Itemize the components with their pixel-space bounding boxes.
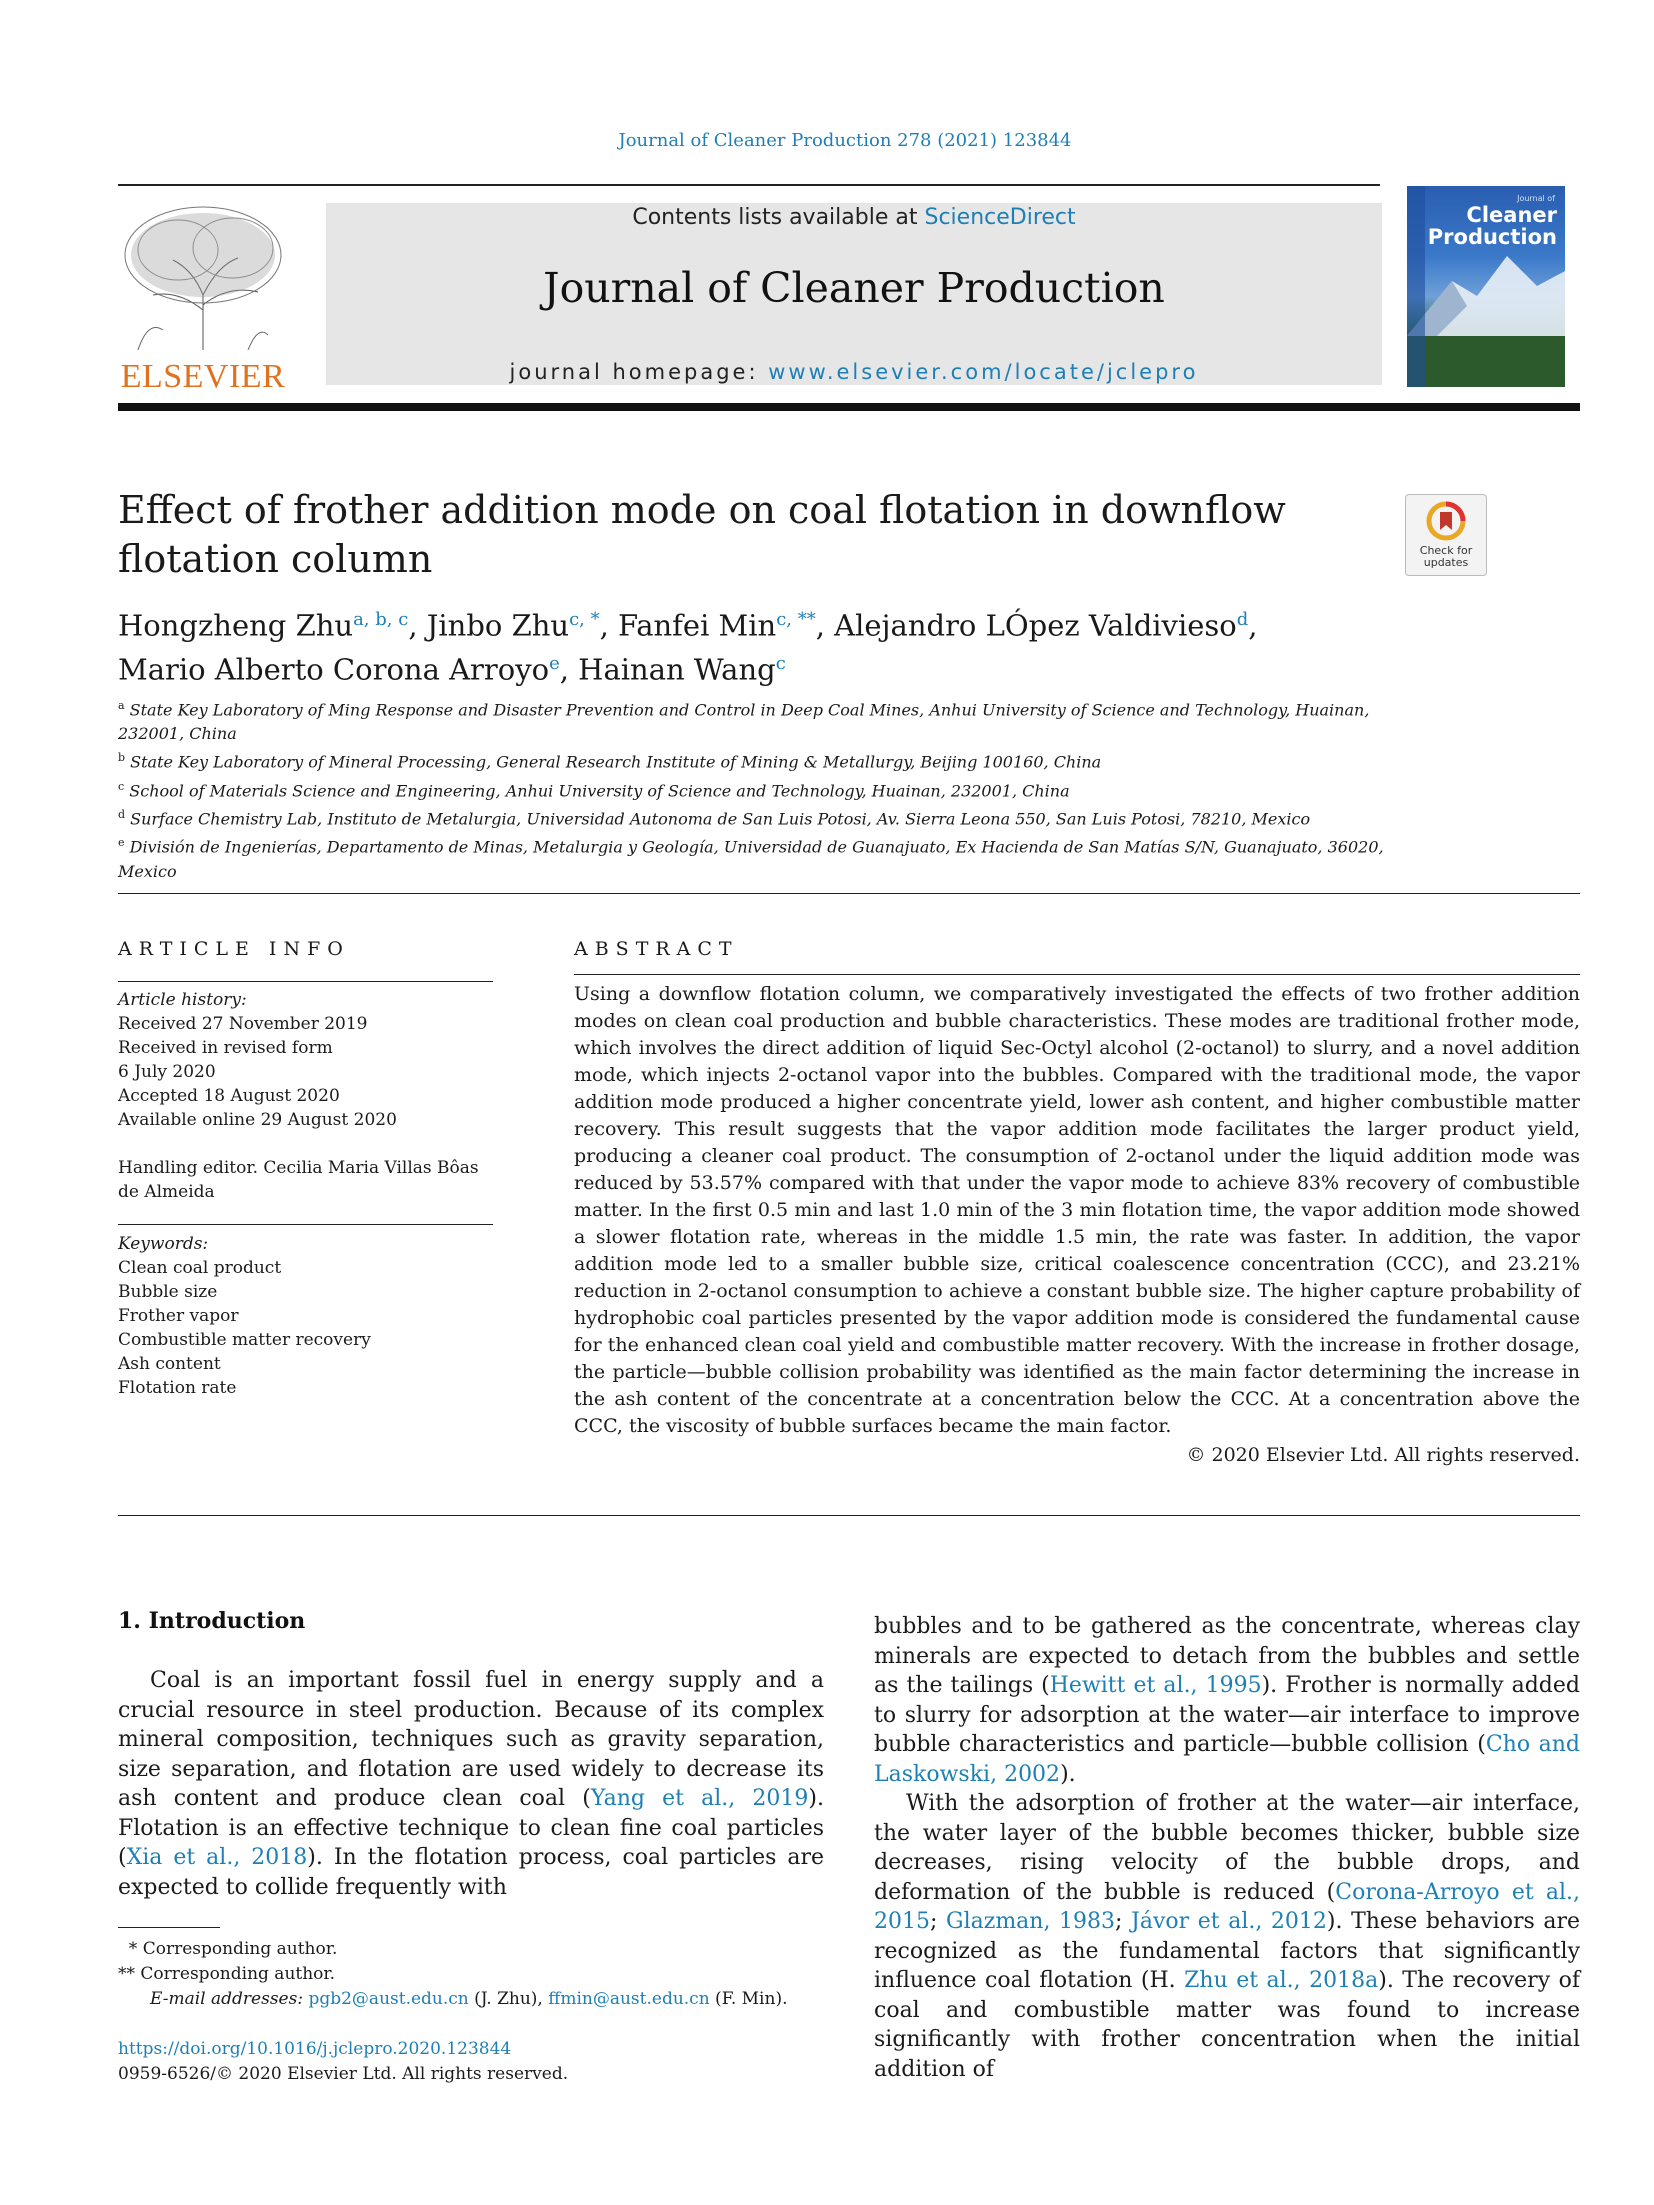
article-history	[118, 988, 490, 1204]
affiliation-item	[118, 831, 1418, 883]
reference-link[interactable]: Xia et al., 2018	[126, 1845, 308, 1870]
contents-prefix: Contents lists available at	[632, 205, 925, 230]
publisher-wordmark: ELSEVIER	[120, 358, 286, 395]
cover-kicker: Journal of	[1517, 194, 1555, 203]
received-date: Received 27 November 2019	[118, 1014, 368, 1034]
reference-link[interactable]: Jávor et al., 2012	[1131, 1909, 1327, 1934]
email-owner: (J. Zhu),	[468, 1989, 549, 2009]
check-updates-line1: Check for	[1419, 544, 1473, 557]
contents-available-line	[326, 205, 1382, 230]
text-run: bubbles and to be gathered as the concentrate, whereas clay minerals are expected to detach from the bubbles and settle as the tailings (	[874, 1614, 1580, 1698]
affiliation-key: c	[118, 779, 125, 793]
issn-copyright: 0959-6526/© 2020 Elsevier Ltd. All rights reserved.	[118, 2064, 569, 2084]
email-link[interactable]: ffmin@aust.edu.cn	[548, 1989, 710, 2009]
footnotes	[118, 1937, 787, 2012]
abstract-rule	[574, 974, 1580, 975]
affiliations	[118, 694, 1418, 884]
abstract-copyright: © 2020 Elsevier Ltd. All rights reserved.	[1186, 1444, 1580, 1466]
affiliation-text: State Key Laboratory of Ming Response and Disaster Prevention and Control in Deep Coal Mines, Anhui University of Science and Technology, Huainan, 232001, China	[118, 700, 1370, 744]
affiliation-text: Surface Chemistry Lab, Instituto de Metalurgia, Universidad Autonoma de San Luis Potosi, Av. Sierra Leona 550, San Luis Potosi, 78210, Mexico	[130, 809, 1311, 829]
reference-link[interactable]: Hewitt et al., 1995	[1049, 1673, 1262, 1698]
cover-title	[1428, 204, 1557, 248]
text-run: With the adsorption of frother at the water—air interface, the water layer of the bubble becomes thicker, bubble size decreases, rising velocity of the bubble drops, and deformation of the bubble is reduced (	[874, 1791, 1580, 1905]
affiliations-rule	[118, 893, 1580, 894]
author-name: Hongzheng Zhu	[118, 608, 354, 643]
homepage-prefix: journal homepage:	[509, 360, 769, 384]
email-label: E-mail addresses:	[150, 1989, 309, 2009]
tree-icon	[118, 200, 288, 350]
author-name: Mario Alberto Corona Arroyo	[118, 652, 550, 687]
affiliation-text: State Key Laboratory of Mineral Processing, General Research Institute of Mining & Metallurgy, Beijing 100160, China	[130, 752, 1102, 772]
affiliation-item	[118, 775, 1418, 803]
author-name: Alejandro LÓpez Valdivieso	[834, 608, 1237, 643]
history-label: Article history:	[118, 990, 247, 1010]
author-affil-marks[interactable]: e	[549, 652, 560, 674]
keywords-rule	[118, 1224, 493, 1225]
text-run: ). Flotation is an effective technique to clean fine coal particles (	[118, 1786, 824, 1870]
check-for-updates-badge[interactable]	[1405, 494, 1487, 576]
author-separator: ,	[599, 608, 619, 643]
online-date: Available online 29 August 2020	[118, 1110, 397, 1130]
author-separator: ,	[559, 652, 579, 687]
homepage-link[interactable]: www.elsevier.com/locate/jclepro	[768, 360, 1199, 384]
keyword-item: Ash content	[118, 1354, 221, 1374]
keyword-item: Frother vapor	[118, 1306, 239, 1326]
doi-block	[118, 2037, 568, 2087]
keywords-label: Keywords:	[118, 1234, 209, 1254]
text-run: ). Frother is normally added to slurry for adsorption at the water—air interface to improve bubble characteristics and particle—bubble collision (	[874, 1673, 1580, 1757]
text-run: ). In the flotation process, coal particles are expected to collide frequently with	[118, 1845, 825, 1900]
text-run: Coal is an important fossil fuel in energy supply and a crucial resource in steel production. Because of its complex mineral composition, techniques such as gravity separation, size separation, and flotation are used widely to decrease its ash content and produce clean coal (	[118, 1668, 824, 1811]
revised-label: Received in revised form	[118, 1038, 333, 1058]
article-info-heading: ARTICLE INFO	[118, 938, 350, 960]
author-affil-marks[interactable]: c	[775, 652, 786, 674]
header-top-rule	[118, 184, 1380, 186]
affiliation-key: e	[118, 836, 125, 850]
check-updates-icon	[1426, 501, 1466, 541]
paper-title: Effect of frother addition mode on coal flotation in downflow flotation column	[118, 488, 1286, 581]
reference-link[interactable]: Yang et al., 2019	[590, 1786, 809, 1811]
author-separator: ,	[408, 608, 427, 643]
affiliation-item	[118, 694, 1418, 746]
doi-link[interactable]: https://doi.org/10.1016/j.jclepro.2020.123844	[118, 2039, 512, 2059]
abstract-text: Using a downflow flotation column, we comparatively investigated the effects of two frother addition modes on clean coal production and bubble characteristics. These modes are traditional frother mode, which involves the direct addition of liquid Sec-Octyl alcohol (2-octanol) to slurry, and a novel addition mode, which injects 2-octanol vapor into the bubbles. Compared with the traditional mode, the vapor addition mode produced a higher concentrate yield, lower ash content, and higher combustible matter recovery. This result suggests that the vapor addition mode facilitates the larger product yield, producing a cleaner coal product. The consumption of 2-octanol under the liquid addition mode was reduced by 53.57% compared with that under the vapor mode to achieve 83% recovery of combustible matter. In the first 0.5 min and last 1.0 min of the 3 min flotation time, the vapor addition mode showed a slower flotation rate, whereas in the middle 1.5 min, the rate was faster. In addition, the vapor addition mode led to a smaller bubble size, critical coalescence concentration (CCC), and 23.21% reduction in 2-octanol consumption to achieve a constant bubble size. The higher capture probability of hydrophobic coal particles presented by the vapor addition mode is considered the fundamental cause for the enhanced clean coal yield and combustible matter recovery. With the increase in frother dosage, the particle—bubble collision probability was identified as the main factor determining the increase in the ash content of the concentrate at a concentration below the CCC. At a concentration above the CCC, the viscosity of bubble surfaces became the main factor.	[574, 983, 1580, 1437]
email-owner: (F. Min).	[709, 1989, 788, 2009]
cover-title-line1: Cleaner	[1466, 203, 1557, 227]
author-name: Fanfei Min	[618, 608, 777, 643]
text-run: ;	[930, 1909, 946, 1934]
keyword-item: Flotation rate	[118, 1378, 237, 1398]
abstract-heading: ABSTRACT	[574, 938, 739, 960]
intro-paragraph	[874, 1612, 1580, 1789]
author-separator: ,	[1248, 608, 1258, 643]
cover-title-line2: Production	[1427, 225, 1557, 249]
author-affil-marks[interactable]: c, **	[776, 609, 816, 630]
email-link[interactable]: pgb2@aust.edu.cn	[308, 1989, 469, 2009]
author-affil-marks[interactable]: d	[1236, 609, 1249, 630]
journal-citation[interactable]: Journal of Cleaner Production 278 (2021) 123844	[618, 130, 1072, 151]
handling-editor: Handling editor. Cecilia Maria Villas Bôas de Almeida	[118, 1158, 479, 1202]
reference-link[interactable]: Zhu et al., 2018a	[1184, 1968, 1379, 1993]
author-name: Jinbo Zhu	[426, 608, 570, 643]
intro-paragraph	[118, 1666, 824, 1902]
corresponding-author-1: * Corresponding author.	[118, 1939, 338, 1959]
keywords-block	[118, 1232, 490, 1400]
keyword-item: Combustible matter recovery	[118, 1330, 371, 1350]
affiliation-text: School of Materials Science and Engineering, Anhui University of Science and Technology, Huainan, 232001, China	[129, 780, 1070, 800]
reference-link[interactable]: Corona-Arroyo et al., 2015	[874, 1879, 1580, 1934]
accepted-date: Accepted 18 August 2020	[118, 1086, 340, 1106]
affiliation-text: División de Ingenierías, Departamento de Minas, Metalurgia y Geología, Universidad de Guanajuato, Ex Hacienda de San Matías S/N, Guanajuato, 36020, Mexico	[118, 837, 1384, 881]
affiliation-item	[118, 746, 1418, 774]
affiliation-key: b	[118, 751, 126, 765]
journal-title: Journal of Cleaner Production	[543, 264, 1165, 312]
revised-date: 6 July 2020	[118, 1062, 216, 1082]
article-info-rule	[118, 981, 493, 982]
check-updates-line2: updates	[1423, 556, 1469, 569]
corresponding-author-2: ** Corresponding author.	[118, 1964, 336, 1984]
intro-heading: 1. Introduction	[118, 1608, 306, 1634]
author-name: Hainan Wang	[578, 652, 776, 687]
keyword-item: Clean coal product	[118, 1258, 282, 1278]
abstract-bottom-rule	[118, 1515, 1580, 1516]
intro-paragraph	[874, 1789, 1580, 2084]
author-separator: ,	[815, 608, 835, 643]
author-affil-marks[interactable]: c, *	[569, 609, 600, 630]
reference-link[interactable]: Glazman, 1983	[946, 1909, 1116, 1934]
text-run: ;	[1115, 1909, 1132, 1934]
text-run: ). These behaviors are recognized as the fundamental factors that significantly influence coal flotation (H.	[874, 1909, 1580, 1993]
footnote-rule	[118, 1927, 220, 1928]
affiliation-key: d	[118, 807, 126, 821]
reference-link[interactable]: Cho and Laskowski, 2002	[874, 1732, 1580, 1787]
intro-column-right	[874, 1612, 1580, 2084]
sciencedirect-link[interactable]: ScienceDirect	[924, 205, 1076, 230]
email-line	[118, 1987, 787, 2012]
intro-column-left	[118, 1666, 824, 1902]
text-run: ). The recovery of coal and combustible matter was found to increase significantly with frother concentration when the initial addition of	[874, 1968, 1580, 2082]
author-list	[118, 601, 1578, 688]
text-run: ).	[1060, 1761, 1076, 1787]
journal-homepage-line	[326, 360, 1382, 384]
keyword-item: Bubble size	[118, 1282, 218, 1302]
journal-cover-thumbnail[interactable]	[1407, 186, 1565, 387]
affiliation-item	[118, 803, 1418, 831]
check-updates-label	[1406, 545, 1486, 569]
affiliation-key: a	[118, 699, 125, 712]
author-affil-marks[interactable]: a, b, c	[353, 609, 409, 630]
header-bottom-rule	[118, 403, 1580, 411]
